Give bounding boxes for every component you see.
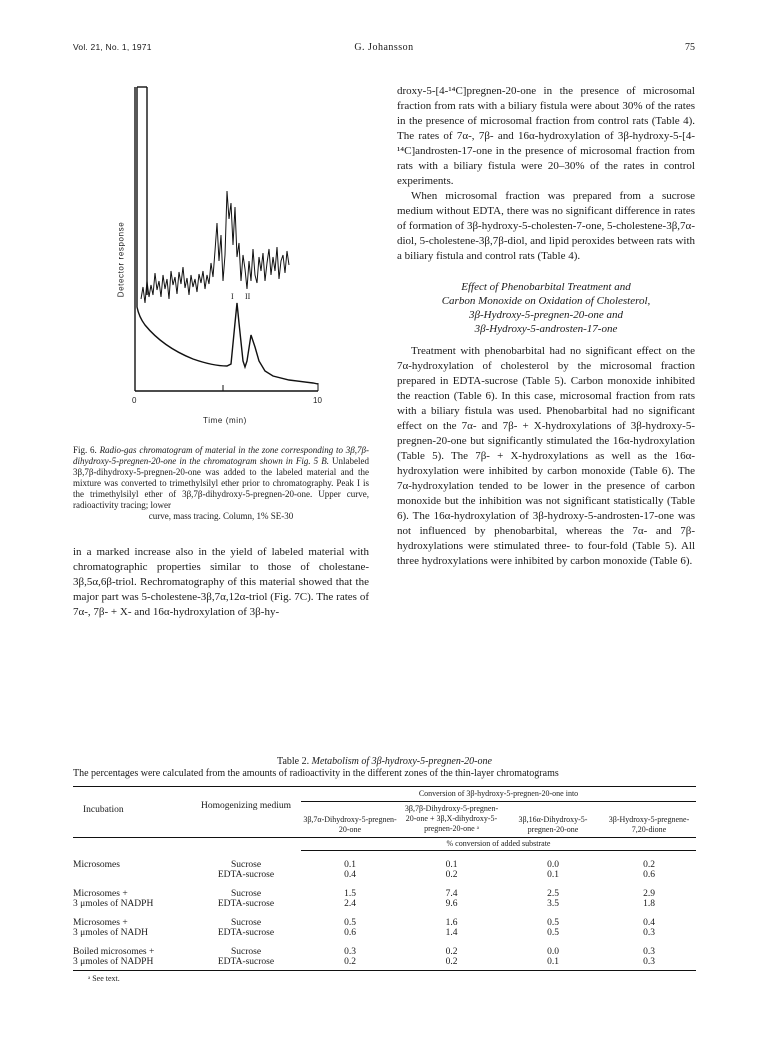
section-heading-line-2: Carbon Monoxide on Oxidation of Cholesterol, [441,295,651,307]
table-row [73,899,696,909]
value-cell: 0.2 [445,870,458,880]
table-title-text: Metabolism of 3β-hydroxy-5-pregnen-20-one [311,756,492,767]
col-head-c3: 3β,16α-Dihydroxy-5-pregnen-20-one [518,815,588,834]
value-cell: 0.2 [445,957,458,967]
value-cell: 0.5 [344,918,356,928]
table-row [73,870,696,880]
left-column-text [73,545,369,620]
section-heading [397,280,695,336]
medium-cell: EDTA-sucrose [217,899,275,909]
incubation-cell: Microsomes + [73,889,128,899]
table-row [73,880,696,899]
col-head-incubation: Incubation [83,805,124,815]
unit-row: % conversion of added substrate [301,838,696,851]
metabolism-table [73,786,696,971]
value-cell: 3.5 [547,899,559,909]
incubation-cell: Boiled microsomes + [73,947,155,957]
incubation-cell: Microsomes + [73,918,128,928]
value-cell: 0.3 [643,957,655,967]
value-cell: 0.5 [547,918,559,928]
medium-cell: EDTA-sucrose [217,957,275,967]
medium-cell: Sucrose [230,889,262,899]
medium-cell: Sucrose [230,859,262,870]
col-head-medium: Homogenizing medium [201,801,291,811]
table-row [73,957,696,971]
table-footnote: ᵃ See text. [88,974,120,983]
peak-label-1: I [231,292,234,301]
table-body [73,851,696,971]
incubation-cell [73,870,191,880]
radioactivity-trace [141,191,289,303]
value-cell: 0.1 [344,860,356,870]
value-cell: 0.5 [547,928,559,938]
figure-chromatogram [73,85,363,440]
value-cell: 0.6 [344,928,356,938]
table-2 [73,756,696,971]
right-paragraph-3: Treatment with phenobarbital had no significant effect on the 7α-hydroxylation of cholesterol by the microsomal fraction prepared in EDTA-sucrose (Table 5). Carbon monoxide inhibited the reaction (Table 6). In this case, microsomal fraction from rats with a biliary fistula was used. Phenobarbital had no significant effect on the 7α- and 7β- + X-hydroxylations of 3β-hydroxy-5-pregnen-20-one but significantly stimulated the 16α-hydroxylation (Table 5). The 7β- + X-hydroxylations as well as the 16α-hydroxylation were inhibited by carbon monoxide (Table 6). The 7α-hydroxylation tended to be lower in the presence of carbon monoxide but the inhibition was not significant statistically (Table 6). The 16α-hydroxylation of 3β-hydroxy-5-androsten-17-one was not influenced by phenobarbital, whereas the 7α- and 7β-hydroxylations were stimulated three- to four-fold (Table 5). All three hydroxylations were inhibited by carbon monoxide (Table 6). [397,345,695,567]
table-title [73,756,696,768]
col-head-conversion: Conversion of 3β-hydroxy-5-pregnen-20-one into [301,787,696,802]
value-cell: 0.0 [547,947,559,957]
journal-volume: Vol. 21, No. 1, 1971 [73,42,152,52]
value-cell: 0.1 [547,957,559,967]
caption-prefix: Fig. 6. [73,445,97,455]
incubation-cell: 3 μmoles of NADPH [73,899,154,909]
value-cell: 0.3 [643,947,655,957]
medium-cell: Sucrose [230,918,262,928]
value-cell: 0.4 [643,918,655,928]
section-heading-line-1: Effect of Phenobarbital Treatment and [461,281,631,293]
value-cell: 0.0 [547,860,559,870]
page-number: 75 [685,42,695,53]
value-cell: 0.2 [643,860,655,870]
caption-title: Radio-gas chromatogram of material in the zone corresponding to 3β,7β-dihydroxy-5-pregnen-20-one in the chromatogram shown in Fig. 5 B. [73,445,370,466]
x-tick-label-10: 10 [313,396,322,405]
right-paragraph-2: When microsomal fraction was prepared from a sucrose medium without EDTA, there was no significant difference in rates of formation of 3β-hydroxy-5-cholesten-7-one, 5-cholestene-3β,7α-diol, 5-cholestene-3β,7β-diol, and lipid peroxides between rats with a biliary fistula and control rats (Table 4). [397,190,695,262]
medium-cell: Sucrose [230,947,262,957]
col-head-c1: 3β,7α-Dihydroxy-5-pregnen-20-one [303,815,397,834]
caption-last-line: curve, mass tracing. Column, 1% SE-30 [148,511,294,521]
caption-body: Unlabeled 3β,7β-dihydroxy-5-pregnen-20-one was added to the labeled material and the mixture was converted to trimethylsilyl ether prior to chromatography. Peak I is the trimethylsilyl ether of 3β,7β-dihydroxy-5-pregnen-20-one. Upper curve, radioactivity tracing; lower [73,456,369,510]
value-cell: 1.4 [445,928,458,938]
value-cell: 1.6 [445,918,458,928]
y-axis-label: Detector response [116,221,126,298]
section-heading-line-3: 3β-Hydroxy-5-pregnen-20-one and [468,309,624,321]
x-axis-label: Time (min) [203,416,247,425]
col-head-c2: 3β,7β-Dihydroxy-5-pregnen-20-one + 3β,X-dihydroxy-5-pregnen-20-one ᵃ [404,804,499,833]
value-cell: 1.5 [344,889,356,899]
section-heading-line-4: 3β-Hydroxy-5-androsten-17-one [474,323,618,335]
mass-trace [137,87,318,384]
value-cell: 2.4 [344,899,356,909]
value-cell: 0.1 [445,860,458,870]
col-head-c4: 3β-Hydroxy-5-pregnene-7,20-dione [608,815,690,834]
table-row [73,928,696,938]
incubation-cell: 3 μmoles of NADPH [73,957,154,967]
value-cell: 0.2 [445,947,458,957]
table-row [73,938,696,957]
table-row [73,851,696,871]
figure-caption [73,445,369,522]
medium-cell: EDTA-sucrose [217,928,275,938]
table-note: The percentages were calculated from the amounts of radioactivity in the different zones of the thin-layer chromatograms [73,768,559,779]
running-author: G. Johansson [354,42,414,53]
value-cell: 2.5 [547,889,559,899]
left-paragraph: in a marked increase also in the yield of labeled material with chromatographic properties similar to those of cholestane-3β,5α,6β-triol. Rechromatography of this material showed that the major part was 5-cholestene-3β,7α,12α-triol (Fig. 7C). The rates of 7α-, 7β- + X- and 16α-hydroxylation of 3β-hy- [73,546,369,618]
incubation-cell: 3 μmoles of NADH [73,928,149,938]
value-cell: 0.1 [547,870,559,880]
right-column-text [397,84,695,569]
value-cell: 0.3 [643,928,655,938]
value-cell: 2.9 [643,889,655,899]
value-cell: 1.8 [643,899,655,909]
incubation-cell: Microsomes [73,859,120,870]
value-cell: 9.6 [445,899,458,909]
value-cell: 0.2 [344,957,356,967]
x-tick-label-0: 0 [132,396,137,405]
right-paragraph-1: droxy-5-[4-¹⁴C]pregnen-20-one in the presence of microsomal fraction from rats with a biliary fistula were about 30% of the rates in the presence of microsomal fraction from control rats (Table 4). The rates of 7α-, 7β- and 16α-hydroxylation of 3β-hydroxy-5-[4-¹⁴C]androsten-17-one in the presence of microsomal fraction from rats with a biliary fistula were 20–30% of the rates in control experiments. [397,85,695,187]
medium-cell: EDTA-sucrose [217,870,275,880]
table-row [73,909,696,928]
value-cell: 0.3 [344,947,356,957]
value-cell: 0.6 [643,870,655,880]
peak-label-2: II [245,292,251,301]
table-number: Table 2. [277,756,310,767]
value-cell: 7.4 [445,889,458,899]
value-cell: 0.4 [344,870,356,880]
